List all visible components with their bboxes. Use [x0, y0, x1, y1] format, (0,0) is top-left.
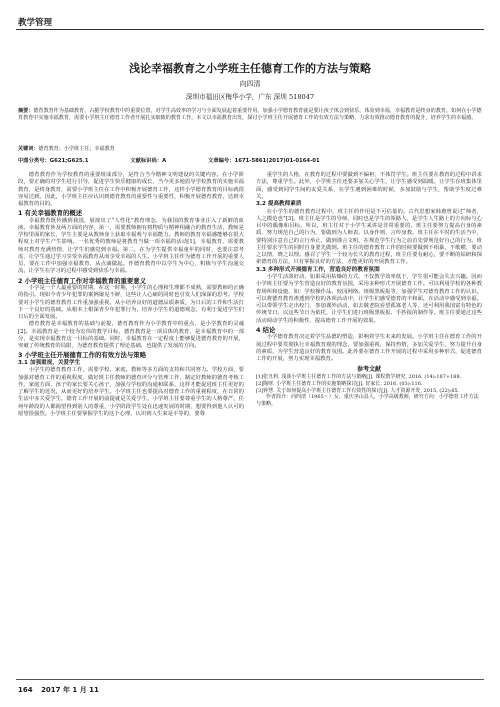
section-heading-2: 2 小学班主任德育工作对幸福教育的重要意义 — [18, 276, 147, 285]
subsection-heading-3-3: 3.3 多种形式开展德育工作，营造良好的教育氛围 — [256, 266, 380, 273]
article-title: 浅论幸福教育之小学班主任德育工作的方法与策略 — [129, 62, 371, 75]
keywords — [18, 146, 483, 153]
page-footer — [18, 685, 105, 695]
article-affiliation: 深圳市福田区梅华小学，广东 深圳 518047 — [185, 93, 315, 101]
paragraph: 在小学生的德育教育过程中，班主任的作用是不可估量的。古代思想家韩愈曾说过“师者，人之模范也”[3]。班主任是学生的导师，同时也是学生的领路人，是学生人生路上的方向标与心目中的偶像和目标。所以，班主任对于小学生来讲是非常重要的。班主任要努力提高自身的素质，努力规范自己的行为，要做到为人师表，以身作则，言传身教。班主任在平时的生活当中，要特别注意自己的言行举止，做到谨言文明，在规范学生行为之前首先要规范好自己的行为。班主任要求学生的同时自身要先做到。班主任的德育教育工作的时候要做到不相暴，不歌横，要动之以情，晓之以理。感召了学生一个较为长久的教育过程，班主任要有耐心，要不断的钻研和探索德育的方法，只有掌握良好的方法，才能更好的开展教育工作。 — [256, 208, 482, 266]
paragraph: 小学德育教育决定着学生品德的塑造，影响着学生未来的发展。小学班主任在德育工作的开展过程中要贯彻执行幸福教育观的理念，要加强重视，保持热情，多加关爱学生，努力提升自身的素质，为学生营造良好的教育氛围。此外要在德育工作开展的过程中采用多种形式，促进德育工作的开展，努力实现幸福教育。 — [256, 334, 482, 363]
journal-section-header: 教学管理 — [18, 18, 53, 28]
reference-item: [1]张丑莉. 浅谈小学班主任德育工作的方法与策略[J]. 课程教学研究, 2016, (14):187+188. — [256, 374, 462, 381]
page-number: 164 — [18, 686, 33, 694]
issue-date: 2017 年 1 月 11 — [41, 686, 99, 694]
paragraph: 幸福教育既传播到我国，展现出了“人性化”教育理念，为我国的教育事业注入了新鲜的血液。幸福教育涉及两方面的内容，第一，需要教师拥有将物质与精神相融合的教育生活，教师是学校里面的家长，学生主要是从教师身上获取幸福观与幸福能力。教师的教育幸福感能够在很大程度上对学生产生影响。一名优秀的教师是将教育当做一项幸福的活动[1]，幸福教育，需要教师对教育充满热情，让学生们感觉到幸福。第二，在为学生提供幸福童年的同时，也要注意考虑，让学生通过学习享受幸福教育从而享受幸福的人生。小学班主任作为德育工作开展的重要人员，要在工作中加强幸福教育，从点滴做起。作德育教育中以学生为中心，积极与学生沟通交流，让学生在学习的过程中感受到快乐与幸福。 — [18, 217, 244, 275]
references-heading: 参考文献 — [356, 366, 381, 374]
article-author: 向四清 — [239, 80, 261, 88]
document-code: 文献标识码：A — [130, 158, 167, 164]
keywords-text: 德育教育；小学班主任；幸福教育 — [38, 146, 115, 152]
section-heading-3: 3 小学班主任开展德育工作的有效方法与策略 — [18, 351, 147, 360]
author-bio: 作者简介：向四清（1965～）女，重庆巫山县人，小学高级教师，研究方向：小学德育工作方法与策略。 — [256, 394, 479, 408]
footer-rule — [16, 679, 484, 680]
reference-item: [2]陶财. 小学班主任德育工作的实施策略探讨[J]. 好家长, 2016, (03):116. — [256, 381, 423, 388]
reference-item: [3]钟慧. 关于如何提高小学班主任德育工作有效性的探讨[J]. 人才资源开发, 2015, (22):65. — [256, 387, 460, 394]
section-heading-1: 1 有关幸福教育的概述 — [18, 209, 83, 218]
paragraph: 小学生活泼好动，如果采用枯燥的方式，不仅教学效率低下，学生很可能会失去兴趣。因而小学班主任要为学生营造良好的教育氛围，采用多种形式开展德育工作。可以利用学校的各种教育场所和设施，如：学校操作品、校园网络、班级黑板报等，加强学生对德育教育工作的认识。可以将德育教育渗透到学校的各项活动中，让学生们感受德育的丰和面，在活动中感受到幸福。可以带领学生走出校门，参加课外活动，如去敬老院看望孤寡老人等，还可利用我国富有特色的传统节日，以这些节日为依托，让学生们进行班级黑板报、手抄报的制作等。班主任要通过这些活动调动学生的积极性，提高德育工作开展的效果。 — [256, 274, 482, 324]
article-number: 文章编号：1671-5861(2017)01-0164-01 — [208, 158, 320, 164]
abstract — [18, 108, 483, 123]
abstract-text: 德育教育作为基础教育，占据学校教育中的重要位置，对学生高效率的学习与全面发展起着重要作用。加强小学德育教育就是要让孩子体会到快乐，体验到幸福，幸福教育是终身的教育。如何在小学德育教育中实施幸福教育，需要小学班主任德育工作者开展扎实细致的教育工作。本文以幸福教育出发，探讨小学班主任开展德育工作的有效方法与策略，力求有效推动德育教育的提升，培养学生的幸福感。 — [18, 108, 482, 122]
paragraph: 小学生的德育教育工作，需要学校、家庭、教师等多方面的支持和共同努力。学校方面，要加强对德育工作的重视程度，做好班主任教师的德育评分与管理工作，制定好教师的德育考核工作。家庭方面，孩子的家长要关心孩子，加强与学校的沟通和联系，这样才能促进班主任更好的了解学生的近况，从而更好的培养学生。小学班主任也要提高对德育工作的重视程度，在日常的生活中多关爱学生，德育工作开展的前提就是关爱学生，小学班主任要尊重学生的人格尊严，任何年龄段的人都渴望得到别人的尊重，小学阶段学生处在迅速发展的时期，想要得到他人认可的愿望很强烈。小学班主任要掌握学生的这个心理，认识到人生来是平等的，要尊 — [18, 367, 244, 417]
subsection-heading-3-1: 3.1 加强重视，关爱学生 — [18, 359, 81, 366]
intro-paragraph: 德育教育作为学校教育的重要组成部分，是符合当今精神文明建设的关键内容。在小学阶段，要正确的对学生进行引导，促进学生快乐健康的成长，当今更多地倡导学校教育的实施幸福教育，是终身教育，需要小学班主任在工作中积极开展德育工作，这样小学德育教育的目标就很容易达到。因此，小学班主任应认识到德育教育的重要性与重要性，积极开展德育教育，达到幸福教育的目的。 — [18, 172, 244, 207]
paragraph: 德育教育是幸福教育的基础与前提，德育教育作为小学教育中的重点，是小学教育的灵魂[2]。幸福教育是一个较为宏伟的教学目标，德育教育是一项具体的教育，是幸福教育中的一部分，是实现幸福教育这一目标的基础。同时，幸福教育在一定程度上能够促进德育教育的开展，突破了传统教育的局限，为德育教育提供了理论基础，也提供了发展的方向。 — [18, 321, 244, 350]
left-column — [18, 172, 244, 418]
header-rule — [16, 29, 484, 30]
keywords-label: 关键词： — [18, 146, 39, 152]
paragraph: 小学是一个人最重要的时期，在这一时期，小学生的心理和生理都不成熟，需要教师的正确的指引。现如今青少年犯罪的案例屡见不鲜，这些让人心痛的同时也引发人们深深的思考。学校要对小学生的德育教育工作重加强重视，从小培养良好的道德品质素质，为日后的工作和生活打下一个良好的基础。从根本上根深青少年犯罪行为，培养小学生的道德观念，有利于促进学生们日后的全面发展。 — [18, 285, 244, 321]
article-meta — [18, 156, 483, 164]
abstract-label: 摘要： — [18, 108, 34, 114]
section-heading-4: 4 结论 — [256, 325, 276, 334]
subsection-heading-3-2: 3.2 提高教师素质 — [256, 201, 302, 207]
paragraph: 重学生的人格，在教育的过程中要做到不偏袒，不体罚学生。班主任要在教育的过程中讲求方法，尊重学生。此外，小学班主任还要多加关心学生，让学生感受到温暖。让学生在班集体里面，感受到同学生间的友爱关系，在学生遇到困难的时候，多加鼓励与学生，帮助学生度过难关。 — [256, 172, 482, 200]
right-column — [256, 172, 482, 408]
clc-number: 中图分类号：G621;G625.1 — [18, 158, 89, 164]
